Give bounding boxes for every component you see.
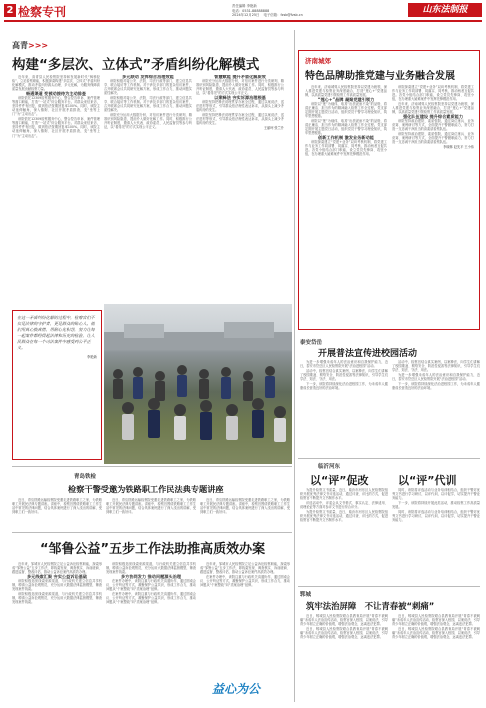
quote-text: 在这一矛盾纠纷化解的过程中，检察官们不仅是法律的守护者，更是群众的贴心人。他们用真心换真情，用耐心化积怨，努力让每一起案件都经得起法律和历史的检验，让人民群众在每一个司法案件中感受到公平正义。 [17,315,95,350]
linyi-kicker: 临沂河东 [318,464,341,470]
jinan-headline: 特色品牌助推党建与业务融合发展 [305,71,455,82]
qingdao-headline: 检察干警受邀为铁路职工作民法典专题讲座 [68,484,224,494]
horizontal-divider [298,458,480,459]
bottom-col-3: 近年来，邹城市人民检察院立足公益诉讼检察职能，探索形成“邹鲁公益”五步工作法，即线索发现、调查核实、诉前磋商、跟进监督、整改评估，推动公益诉讼案件高质效办理。 在案件办理中，该院注重与行政机关沟通协作，通过圆桌会议、公开听证等方式，凝聚保护公益共识，形成工作合力，推动问题从“个案整改”向“类案治理”延伸。 [200,562,290,588]
lead-author: 王丽珂 张兰升 [263,125,284,130]
lead-photo [104,304,292,464]
linyi-headline-left: 以“评”促改 [310,474,369,487]
yuncheng-kicker: 郓城 [300,592,312,598]
date-line: 2024年12月25日 [232,13,260,17]
footer-slogan: 益心为公 [212,682,261,696]
linyi-col-1: 为提升检察文书质量，近日，临沂市河东区人民检察院组织开展优秀法律文书评选活动，通过评查、评比的方式，促进检察官不断提升文书制作水平。 评选活动中，评委会从文书格式、事实认定、法律适用、说理论证等方面对参评文书进行综合评分。 为提升检察文书质量，近日，临沂市河东区人民检察院组织开展优秀法律文书评选活动，通过评查、评比的方式，促进检察官不断提升文书制作水平。 [300,488,388,522]
jinan-col-1: 近年来，济南城郊人民检察院坚持以党建为统领，深入推进党建与检察业务深度融合，打造“莲心+”党建品牌，以高质量党建引领检察工作高质量发展。 “莲心+”品牌 凝聚党建引领力 该院以“莲”为载体，取其“出淤泥而不染”的品格，将清正廉洁、担当作为的精神融入检察工作全过程。党支部定期开展主题党日活动，组织党员干警学习理论知识，筑牢思想根基。 该院以“莲”为载体，取其“出淤泥而不染”的品格，将清正廉洁、担当作为的精神融入检察工作全过程。党支部定期开展主题党日活动，组织党员干警学习理论知识，筑牢思想根基。 创新工作机制 激发业务新动能 该院探索建立“党建+业务”双向考核机制，将党建工作与业务工作同部署、同落实、同考核，推动两者互促共进。各党小组结合部门职能，设立党员先锋岗、攻坚小组，在办理重大疑难案件中发挥先锋模范作用。 [305,85,387,157]
jinan-subhead-1: “莲心+”品牌 凝聚党建引领力 [317,96,375,102]
horizontal-divider [298,586,480,587]
jinan-col-2: 该院探索建立“党建+业务”双向考核机制，将党建工作与业务工作同部署、同落实、同考核，推动两者互促共进。各党小组结合部门职能，设立党员先锋岗、攻坚小组，在办理重大疑难案件中发挥先锋模范作用。 近年来，济南城郊人民检察院坚持以党建为统领，深入推进党建与检察业务深度融合，打造“莲心+”党建品牌，以高质量党建引领检察工作高质量发展。 强化队伍建设 提升综合素质能力 该院坚持政治建院、素质强院，通过岗位练兵、业务竞赛、案例研讨等方式，全面提升干警履职能力，努力打造一支忠诚干净担当的高素质检察队伍。 该院坚持政治建院、素质强院，通过岗位练兵、业务竞赛、案例研讨等方式，全面提升干警履职能力，努力打造一支忠诚干净担当的高素质检察队伍。 李晓林 赵先平 王小伟 [392,85,474,149]
jinan-kicker: 济南城郊 [305,57,331,65]
bottom-headline: “邹鲁公益”五步工作法助推高质效办案 [40,542,266,557]
lead-headline: 构建“多层次、立体式”矛盾纠纷化解模式 [12,57,260,73]
jinan-subhead-2: 创新工作机制 激发业务新动能 [318,134,374,140]
masthead [0,0,486,22]
jinan-author: 李晓林 赵先平 王小伟 [443,144,474,149]
email-line: 电子信箱：fzsb@fzsb.cn [263,13,303,17]
newspaper-logo: 山东法制报 [408,3,482,17]
masthead-info [232,4,303,18]
yuncheng-col-2: 近日，郓城县人民检察院联合县教育局开展“青春不被刺痛”未成年人法治宣传活动，检察官深入校园，以案说法，引导青少年树立正确的价值观，增强法治观念，远离违法犯罪。 近日，郓城县人民检察院联合县教育局开展“青春不被刺痛”未成年人法治宣传活动，检察官深入校园，以案说法，引导青少年树立正确的价值观，增强法治观念，远离违法犯罪。 [392,614,480,640]
lead-col-1: 近年来，高青县人民检察院坚持和发展新时代“枫桥经验”，立足检察职能，积极探索构建“多层次、立体式”矛盾纠纷化解模式，推动矛盾纠纷源头治理、多元化解，为服务保障高质量发展贡献检察力量。 畅通渠道 变被动接待为主动排查 该院依托12309检察服务中心，整合控告申诉、案件管理等窗口职能，打造“一站式”综合服务平台。对群众来信来访，坚持件件有回复，做到依法按期回复率100%。同时，该院主动延伸触角，深入镇街、社区开展矛盾排查，变“坐等上门”为“主动出击”。 该院依托12309检察服务中心，整合控告申诉、案件管理等窗口职能，打造“一站式”综合服务平台。对群众来信来访，坚持件件有回复，做到依法按期回复率100%。同时，该院主动延伸触角，深入镇街、社区开展矛盾排查，变“坐等上门”为“主动出击”。 [12,75,100,138]
taian-col-2: 活动中，检察官结合真实案例，以案释法，向学生们讲解了校园欺凌、网络安全、防范性侵害等法律知识，引导学生们学法、知法、守法、用法。 为进一步增强未成年人的法治意识和自我保护能力，近日，泰安市岱岳区人民检察院开展“法治进校园”活动。 下一步，该院将持续深化法治进校园工作，为未成年人健康成长营造良好的法治环境。 [392,360,480,390]
taian-col-1: 为进一步增强未成年人的法治意识和自我保护能力，近日，泰安市岱岳区人民检察院开展“法治进校园”活动。 活动中，检察官结合真实案例，以案释法，向学生们讲解了校园欺凌、网络安全、防范性侵害等法律知识，引导学生们学法、知法、守法、用法。 下一步，该院将持续深化法治进校园工作，为未成年人健康成长营造良好的法治环境。 [300,360,388,390]
horizontal-divider [12,532,292,533]
vertical-divider [294,30,295,702]
bottom-subhead-2: 多方协同发力 推动问题源头治理 [120,573,182,579]
lead-subhead-1: 畅通渠道 变被动接待为主动排查 [25,90,87,96]
linyi-col-2: 同时，该院将评选活动与业务培训相结合，组织干警对优秀文书进行学习研讨，以评代训，以评促学，切实提升干警业务能力。 下一步，该院将持续开展此类活动，推动检察工作高质量发展。 同时，该院将评选活动与业务培训相结合，组织干警对优秀文书进行学习研讨，以评代训，以评促学，切实提升干警业务能力。 [392,488,480,522]
bottom-col-2: 该院积极拓宽线索来源渠道，与行政机关建立信息共享机制，聘请公益诉讼观察员，充分运用大数据法律监督模型，筛查发现案件线索。 多方协同发力 推动问题源头治理 在案件办理中，该院注重与行政机关沟通协作，通过圆桌会议、公开听证等方式，凝聚保护公益共识，形成工作合力，推动问题从“个案整改”向“类案治理”延伸。 在案件办理中，该院注重与行政机关沟通协作，通过圆桌会议、公开听证等方式，凝聚保护公益共识，形成工作合力，推动问题从“个案整改”向“类案治理”延伸。 [106,562,196,605]
editor-line: 责任编辑 李艳新 [232,4,257,8]
jinan-subhead-3: 强化队伍建设 提升综合素质能力 [402,113,464,119]
jinan-box [298,50,480,330]
qingdao-col-2: 近日，青岛铁路运输检察院受邀走进铁路职工之家，为铁路职工开展民法典专题讲座。讲座中，检察官围绕铁路职工工作生活中常见的法律问题，结合具体案例进行了深入浅出的讲解，受到职工们一致好评。 [106,498,196,515]
lead-col-2: 多元联动 发挥综合治理效能 该院积极对接公安、法院、司法行政等部门，建立信息共享、联合接访等工作机制。对于涉及多部门的复杂信访案件，召开联席会议共同研究化解方案，形成工作合力，推动问题实质性解决。 该院积极对接公安、法院、司法行政等部门，建立信息共享、联合接访等工作机制。对于涉及多部门的复杂信访案件，召开联席会议共同研究化解方案，形成工作合力，推动问题实质性解决。 该院充分运用大数据分析，对信访案件进行分类研判，精准识别风险隐患，提前介入做好化解工作。同时，积极推行公开听证制度，邀请人大代表、政协委员、人民监督员等参与听证，以“看得见”的方式实现公平正义。 [104,75,192,130]
qingdao-col-1: 近日，青岛铁路运输检察院受邀走进铁路职工之家，为铁路职工开展民法典专题讲座。讲座中，检察官围绕铁路职工工作生活中常见的法律问题，结合具体案例进行了深入浅出的讲解，受到职工们一致好评。 [12,498,102,515]
crowd-illustration [104,304,292,464]
lead-kicker-text: 高青 [12,41,28,50]
bottom-subhead-1: 多元线索汇聚 夯实公益诉讼基础 [26,573,88,579]
qingdao-col-3: 近日，青岛铁路运输检察院受邀走进铁路职工之家，为铁路职工开展民法典专题讲座。讲座中，检察官围绕铁路职工工作生活中常见的法律问题，结合具体案例进行了深入浅出的讲解，受到职工们一致好评。 [200,498,290,515]
bottom-col-1: 近年来，邹城市人民检察院立足公益诉讼检察职能，探索形成“邹鲁公益”五步工作法，即线索发现、调查核实、诉前磋商、跟进监督、整改评估，推动公益诉讼案件高质效办理。 多元线索汇聚 夯实公益诉讼基础 该院积极拓宽线索来源渠道，与行政机关建立信息共享机制，聘请公益诉讼观察员，充分运用大数据法律监督模型，筛查发现案件线索。 该院积极拓宽线索来源渠道，与行政机关建立信息共享机制，聘请公益诉讼观察员，充分运用大数据法律监督模型，筛查发现案件线索。 [12,562,102,605]
phone-line: 电话：0531-88888888 [232,8,270,13]
taian-headline: 开展普法宣传进校园活动 [318,349,418,359]
lead-subhead-3: 智慧赋能 提升矛盾化解质效 [214,75,266,79]
masthead-rule [4,20,482,22]
taian-kicker: 泰安岱岳 [300,340,323,346]
lead-subhead-4: 以案释法 夯实诉源治理根基 [214,95,266,101]
lead-kicker [12,40,48,51]
section-title: 检察专刊 [18,5,67,19]
yuncheng-headline: 筑牢法治屏障 不让青春被“刺痛” [306,601,435,611]
yuncheng-col-1: 近日，郓城县人民检察院联合县教育局开展“青春不被刺痛”未成年人法治宣传活动，检察官深入校园，以案说法，引导青少年树立正确的价值观，增强法治观念，远离违法犯罪。 近日，郓城县人民检察院联合县教育局开展“青春不被刺痛”未成年人法治宣传活动，检察官深入校园，以案说法，引导青少年树立正确的价值观，增强法治观念，远离违法犯罪。 [300,614,388,640]
horizontal-divider [12,466,292,467]
chevrons-icon: >>> [28,41,49,50]
quote-author: 李艳新 [86,355,97,359]
lead-subhead-2: 多元联动 发挥综合治理效能 [122,75,174,79]
page-number-badge: 2 [4,4,16,17]
linyi-headline-right: 以“评”代训 [398,474,457,487]
qingdao-kicker: 青岛铁检 [74,474,97,480]
lead-col-3: 智慧赋能 提升矛盾化解质效 该院充分运用大数据分析，对信访案件进行分类研判，精准识别风险隐患，提前介入做好化解工作。同时，积极推行公开听证制度，邀请人大代表、政协委员、人民监督员等参与听证，以“看得见”的方式实现公平正义。 以案释法 夯实诉源治理根基 该院坚持把释法说理贯穿办案全过程，通过以案说法、送法进村等形式，引导群众依法理性表达诉求，从源头上减少矛盾纠纷的发生。 该院坚持把释法说理贯穿办案全过程，通过以案说法、送法进村等形式，引导群众依法理性表达诉求，从源头上减少矛盾纠纷的发生。 王丽珂 张兰升 [196,75,284,130]
quote-box [12,310,102,460]
